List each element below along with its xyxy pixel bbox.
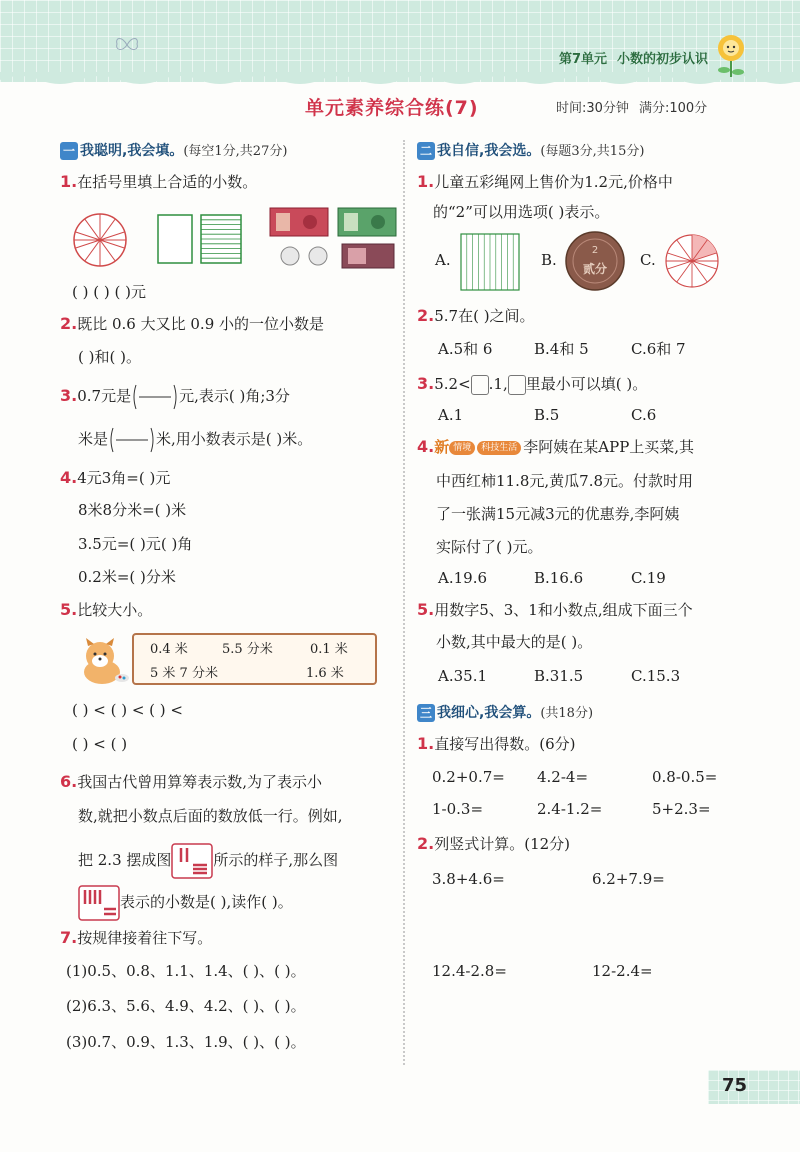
question-number: 2. — [417, 306, 435, 325]
money-picture — [268, 206, 400, 272]
choice-question-4 — [417, 436, 694, 458]
cq3-option-a: A.1 — [438, 406, 464, 424]
q6-line-1: 我国古代曾用算筹表示数,为了表示小 — [77, 773, 322, 791]
calc-item: 2.4-1.2= — [537, 800, 603, 818]
question-text: 李阿姨在某APP上买菜,其 — [523, 438, 695, 456]
time-limit: 时间:30分钟 — [556, 101, 629, 116]
section-1-heading — [60, 140, 287, 163]
section-note: (共18分) — [540, 706, 594, 721]
q4-line-3: 3.5元=( )元( )角 — [78, 535, 193, 553]
cq1-option-a-label: A. — [435, 251, 451, 269]
question-number: 5. — [60, 600, 78, 619]
comparison-board — [132, 633, 377, 685]
section-3-heading — [417, 702, 593, 725]
question-number: 1. — [417, 734, 435, 753]
option-c-circle-picture — [664, 233, 720, 289]
q6-text-a: 把 2.3 摆成图 — [78, 851, 172, 869]
page-title: 单元素养综合练(7) — [305, 97, 479, 119]
calc-item: 5+2.3= — [652, 800, 711, 818]
q7-line-3: (3)0.7、0.9、1.3、1.9、( )、( )。 — [66, 1033, 306, 1051]
cq5-option-c: C.15.3 — [631, 667, 681, 685]
cq4-option-a: A.19.6 — [438, 569, 487, 587]
calc-item: 1-0.3= — [432, 800, 484, 818]
q1-answer-row: ( ) ( ) ( )元 — [72, 283, 146, 301]
question-number: 4. — [60, 468, 78, 487]
q2-line-2: ( )和( )。 — [78, 348, 141, 366]
choice-question-2 — [417, 305, 535, 327]
question-5 — [60, 599, 152, 621]
q3-line-2 — [78, 427, 312, 453]
page-number: 75 — [722, 1075, 748, 1096]
vertical-calc-item: 3.8+4.6= — [432, 870, 505, 888]
q4-line-2: 8米8分米=( )米 — [78, 501, 187, 519]
section-note: (每题3分,共15分) — [540, 144, 645, 159]
question-text: 5.7在( )之间。 — [434, 307, 535, 325]
question-6 — [60, 771, 322, 793]
section-label: 我聪明,我会填。 — [80, 143, 184, 159]
q6-text-c: 表示的小数是( ),读作( )。 — [120, 893, 293, 911]
q6-line-4 — [78, 885, 293, 921]
coin-value: 2 — [591, 245, 599, 256]
context-tag: 情境 — [449, 441, 475, 455]
question-number: 2. — [60, 314, 78, 333]
choice-question-1 — [417, 171, 673, 193]
q5-answer-row-2: ( ) < ( ) — [72, 735, 128, 753]
question-number: 7. — [60, 928, 78, 947]
calc-item: 0.2+0.7= — [432, 768, 505, 786]
question-1 — [60, 171, 257, 193]
cq5-line-2: 小数,其中最大的是( )。 — [436, 633, 593, 651]
puppy-icon — [76, 638, 130, 686]
calc-question-2 — [417, 833, 570, 855]
tech-life-tag: 科技生活 — [477, 441, 521, 455]
page-number-tab — [708, 1070, 800, 1104]
question-4 — [60, 467, 170, 489]
cq3-text-c: 里最小可以填( )。 — [525, 375, 648, 393]
question-number: 3. — [417, 374, 435, 393]
question-number: 5. — [417, 600, 435, 619]
cq2-option-c: C.6和 7 — [631, 340, 686, 358]
compare-item: 0.1 米 — [310, 642, 348, 657]
counting-rods-4-2 — [78, 885, 120, 921]
vertical-calc-item: 12-2.4= — [592, 962, 653, 980]
full-score: 满分:100分 — [638, 101, 708, 116]
cq2-option-a: A.5和 6 — [438, 340, 493, 358]
q3-text-b: 元,表示( )角;3分 — [179, 387, 290, 405]
cq3-text-a: 5.2< — [434, 375, 471, 393]
question-text: 比较大小。 — [77, 601, 153, 619]
cq3-text-b: .1, — [488, 375, 508, 393]
unshaded-rectangle-picture — [157, 214, 193, 264]
q3-text-d: 米,用小数表示是( )米。 — [156, 430, 313, 448]
question-number: 6. — [60, 772, 78, 791]
fraction-blank — [131, 384, 179, 410]
choice-question-5 — [417, 599, 693, 621]
question-3 — [60, 384, 290, 410]
q5-answer-row-1: ( ) < ( ) < ( ) < — [72, 701, 183, 719]
cq4-option-b: B.16.6 — [534, 569, 584, 587]
question-text: 用数字5、3、1和小数点,组成下面三个 — [434, 601, 693, 619]
question-text: 既比 0.6 大又比 0.9 小的一位小数是 — [77, 315, 325, 333]
cq4-line-2: 中西红柿11.8元,黄瓜7.8元。付款时用 — [436, 472, 694, 490]
cq4-line-3: 了一张满15元减3元的优惠券,李阿姨 — [436, 505, 680, 523]
coin-text: 贰分 — [582, 262, 608, 276]
question-text: 儿童五彩绳网上售价为1.2元,价格中 — [434, 173, 673, 191]
q7-line-2: (2)6.3、5.6、4.9、4.2、( )、( )。 — [66, 997, 306, 1015]
section-label: 我自信,我会选。 — [437, 143, 541, 159]
question-number: 1. — [417, 172, 435, 191]
cq2-option-b: B.4和 5 — [534, 340, 589, 358]
question-7 — [60, 927, 212, 949]
section-badge: 二 — [417, 142, 435, 160]
cq1-option-b-label: B. — [541, 251, 557, 269]
cq5-option-b: B.31.5 — [534, 667, 584, 685]
question-number: 2. — [417, 834, 435, 853]
calc-item: 4.2-4= — [537, 768, 589, 786]
cq4-option-c: C.19 — [631, 569, 666, 587]
compare-item: 0.4 米 — [150, 642, 188, 657]
question-number: 4. — [417, 437, 435, 456]
calc-item: 0.8-0.5= — [652, 768, 718, 786]
unit-label — [559, 48, 708, 67]
header-wave — [0, 72, 800, 90]
q4-line-4: 0.2米=( )分米 — [78, 568, 176, 586]
q6-line-3 — [78, 843, 338, 879]
butterfly-icon — [112, 34, 142, 56]
question-text: 按规律接着往下写。 — [77, 929, 213, 947]
question-text: 列竖式计算。(12分) — [434, 835, 571, 853]
cq3-option-b: B.5 — [534, 406, 560, 424]
unit-title: 小数的初步认识 — [616, 52, 708, 67]
section-badge: 三 — [417, 704, 435, 722]
section-2-heading — [417, 140, 644, 163]
circle-tenths-picture — [72, 212, 128, 268]
blank-box — [508, 375, 526, 395]
section-note: (每空1分,共27分) — [183, 144, 288, 159]
cq1-line-2: 的“2”可以用选项( )表示。 — [433, 203, 610, 221]
calc-question-1 — [417, 733, 575, 755]
vertical-calc-item: 12.4-2.8= — [432, 962, 507, 980]
fraction-blank — [108, 427, 156, 453]
q3-text-c: 米是 — [78, 430, 109, 448]
question-2 — [60, 313, 324, 335]
compare-item: 5 米 7 分米 — [150, 666, 218, 681]
compare-item: 5.5 分米 — [222, 642, 273, 657]
counting-rods-2-3 — [171, 843, 213, 879]
section-label: 我细心,我会算。 — [437, 705, 541, 721]
question-text: 在括号里填上合适的小数。 — [77, 173, 258, 191]
question-number: 1. — [60, 172, 78, 191]
cq1-option-c-label: C. — [640, 251, 656, 269]
question-text: 直接写出得数。(6分) — [434, 735, 576, 753]
striped-rectangle-picture — [200, 214, 242, 264]
cq3-option-c: C.6 — [631, 406, 657, 424]
vertical-calc-item: 6.2+7.9= — [592, 870, 665, 888]
sunflower-icon — [710, 30, 752, 78]
column-divider — [403, 140, 405, 1065]
new-tag: 新 — [434, 438, 450, 456]
unit-number: 第7单元 — [558, 52, 607, 67]
cq5-option-a: A.35.1 — [438, 667, 487, 685]
exam-meta — [556, 97, 717, 116]
q6-line-2: 数,就把小数点后面的数放低一行。例如, — [78, 807, 343, 825]
question-number: 3. — [60, 386, 78, 405]
option-a-grid-picture — [460, 233, 520, 291]
choice-question-3 — [417, 373, 647, 395]
blank-box — [471, 375, 489, 395]
section-badge: 一 — [60, 142, 78, 160]
cq4-line-4: 实际付了( )元。 — [436, 538, 543, 556]
compare-item: 1.6 米 — [306, 666, 344, 681]
option-b-coin-picture — [565, 231, 625, 291]
q4-line-1: 4元3角=( )元 — [77, 469, 171, 487]
q7-line-1: (1)0.5、0.8、1.1、1.4、( )、( )。 — [66, 962, 306, 980]
q6-text-b: 所示的样子,那么图 — [213, 851, 339, 869]
q3-text-a: 0.7元是 — [77, 387, 132, 405]
